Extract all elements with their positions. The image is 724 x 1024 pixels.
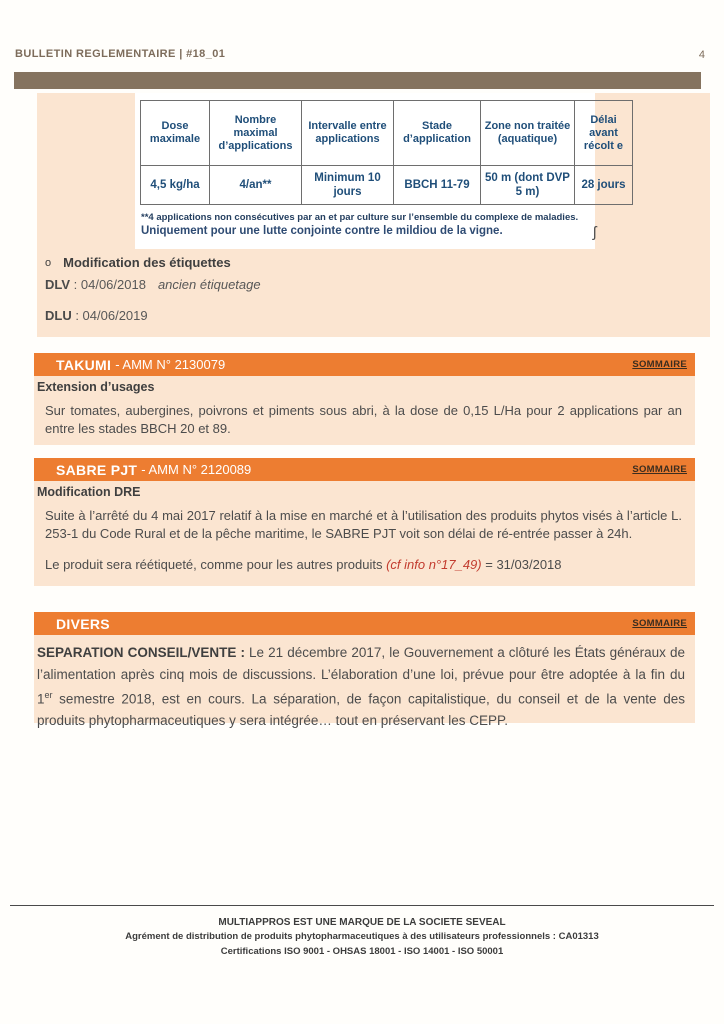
col-delai-recolte: Délai avant récolt e xyxy=(575,101,633,166)
divers-text-2: semestre 2018, est en cours. La séparation, de façon capitalistique, du conseil et de la vente des produits phytopharmaceutiques y sera intégrée… tout en préservant les CEPP. xyxy=(37,691,685,728)
document-title: BULLETIN REGLEMENTAIRE | #18_01 xyxy=(15,48,226,60)
footer-divider-line xyxy=(10,905,714,906)
takumi-amm-number: - AMM N° 2130079 xyxy=(115,357,226,372)
sabre-paragraph-2 xyxy=(45,556,682,574)
sabre-subtitle: Modification DRE xyxy=(37,485,141,499)
footer-company-line: MULTIAPPROS EST UNE MARQUE DE LA SOCIETE SEVEAL xyxy=(218,917,506,928)
cell-dose: 4,5 kg/ha xyxy=(141,166,210,205)
section-takumi xyxy=(34,353,695,445)
dlv-line xyxy=(45,277,261,292)
col-nombre-maximal: Nombre maximal d’applications xyxy=(210,101,302,166)
sabre-banner xyxy=(34,458,695,481)
page-number: 4 xyxy=(698,49,705,61)
divers-paragraph xyxy=(37,642,685,732)
header-divider-bar xyxy=(14,72,701,89)
sabre-amm-number: - AMM N° 2120089 xyxy=(141,462,252,477)
table-footnote: **4 applications non consécutives par an et par culture sur l’ensemble du complexe de maladies. xyxy=(141,212,579,223)
takumi-title: TAKUMI xyxy=(56,356,112,373)
cell-nombre: 4/an** xyxy=(210,166,302,205)
separation-conseil-vente-label: SEPARATION CONSEIL/VENTE : xyxy=(37,645,245,660)
info-reference: (cf info n°17_49) xyxy=(386,557,482,572)
col-intervalle: Intervalle entre applications xyxy=(302,101,394,166)
dlu-label: DLU xyxy=(45,308,72,323)
section-divers xyxy=(34,612,695,728)
table-row xyxy=(141,166,633,205)
circle-bullet-icon: o xyxy=(45,256,52,269)
table-header-row xyxy=(141,101,633,166)
sommaire-link-takumi[interactable]: SOMMAIRE xyxy=(632,359,687,370)
footer-certifications-line: Certifications ISO 9001 - OHSAS 18001 - ISO 14001 - ISO 50001 xyxy=(220,945,504,957)
cell-zone: 50 m (dont DVP 5 m) xyxy=(481,166,575,205)
col-dose-maximale: Dose maximale xyxy=(141,101,210,166)
cell-delai: 28 jours xyxy=(575,166,633,205)
modification-etiquettes-label: Modification des étiquettes xyxy=(63,255,231,270)
takumi-subtitle: Extension d’usages xyxy=(37,380,155,394)
modification-etiquettes-block xyxy=(45,255,261,323)
dosage-table xyxy=(140,100,633,205)
dlu-value: : 04/06/2019 xyxy=(71,308,148,323)
takumi-content xyxy=(34,376,695,445)
footer-agrement-line: Agrément de distribution de produits phytopharmaceutiques à des utilisateurs professionnels : CA01313 xyxy=(125,931,599,942)
table-footnote-mildiou: Uniquement pour une lutte conjointe contre le mildiou de la vigne. xyxy=(141,225,503,237)
ordinal-superscript: er xyxy=(44,690,53,700)
takumi-banner xyxy=(34,353,695,376)
sabre-content xyxy=(34,481,695,586)
dlv-label: DLV xyxy=(45,277,71,292)
dosage-table-container xyxy=(135,93,626,249)
brace-glyph: ʃ xyxy=(593,224,597,241)
dlv-value: : 04/06/2018 xyxy=(70,277,146,292)
cell-stade: BBCH 11-79 xyxy=(394,166,481,205)
divers-title: DIVERS xyxy=(56,615,110,632)
col-zone-non-traitee: Zone non traitée (aquatique) xyxy=(481,101,575,166)
divers-text-1: Le 21 décembre 2017, le Gouvernement a clôturé les États généraux de l’alimentation après cinq mois de discussions. L’élaboration d’une loi, prévue pour être adoptée à la fin du 1 xyxy=(37,645,685,707)
section-sabre-pjt xyxy=(34,458,695,586)
sabre-title: SABRE PJT xyxy=(56,461,138,478)
takumi-paragraph: Sur tomates, aubergines, poivrons et piments sous abri, à la dose de 0,15 L/Ha pour 2 applications par an entre les stades BBCH 20 et 89. xyxy=(45,403,682,436)
previous-section-block xyxy=(37,93,710,337)
sabre-paragraph-1: Suite à l’arrêté du 4 mai 2017 relatif à la mise en marché et à l’utilisation des produits phytos visés à l’article L. 253-1 du Code Rural et de la pêche maritime, le SABRE PJT voit son délai de ré-entrée passer à 24h. xyxy=(45,508,682,541)
modification-etiquettes-heading xyxy=(45,255,261,270)
divers-banner xyxy=(34,612,695,635)
sommaire-link-sabre[interactable]: SOMMAIRE xyxy=(632,464,687,475)
divers-content xyxy=(34,635,695,728)
col-stade: Stade d’application xyxy=(394,101,481,166)
sabre-reetiquete-text: Le produit sera réétiqueté, comme pour les autres produits xyxy=(45,557,387,572)
dlv-note: ancien étiquetage xyxy=(157,277,261,292)
cell-intervalle: Minimum 10 jours xyxy=(302,166,394,205)
sommaire-link-divers[interactable]: SOMMAIRE xyxy=(632,618,687,629)
page-footer xyxy=(0,917,724,959)
dlu-line xyxy=(45,308,261,323)
sabre-date-value: = 31/03/2018 xyxy=(481,557,562,572)
